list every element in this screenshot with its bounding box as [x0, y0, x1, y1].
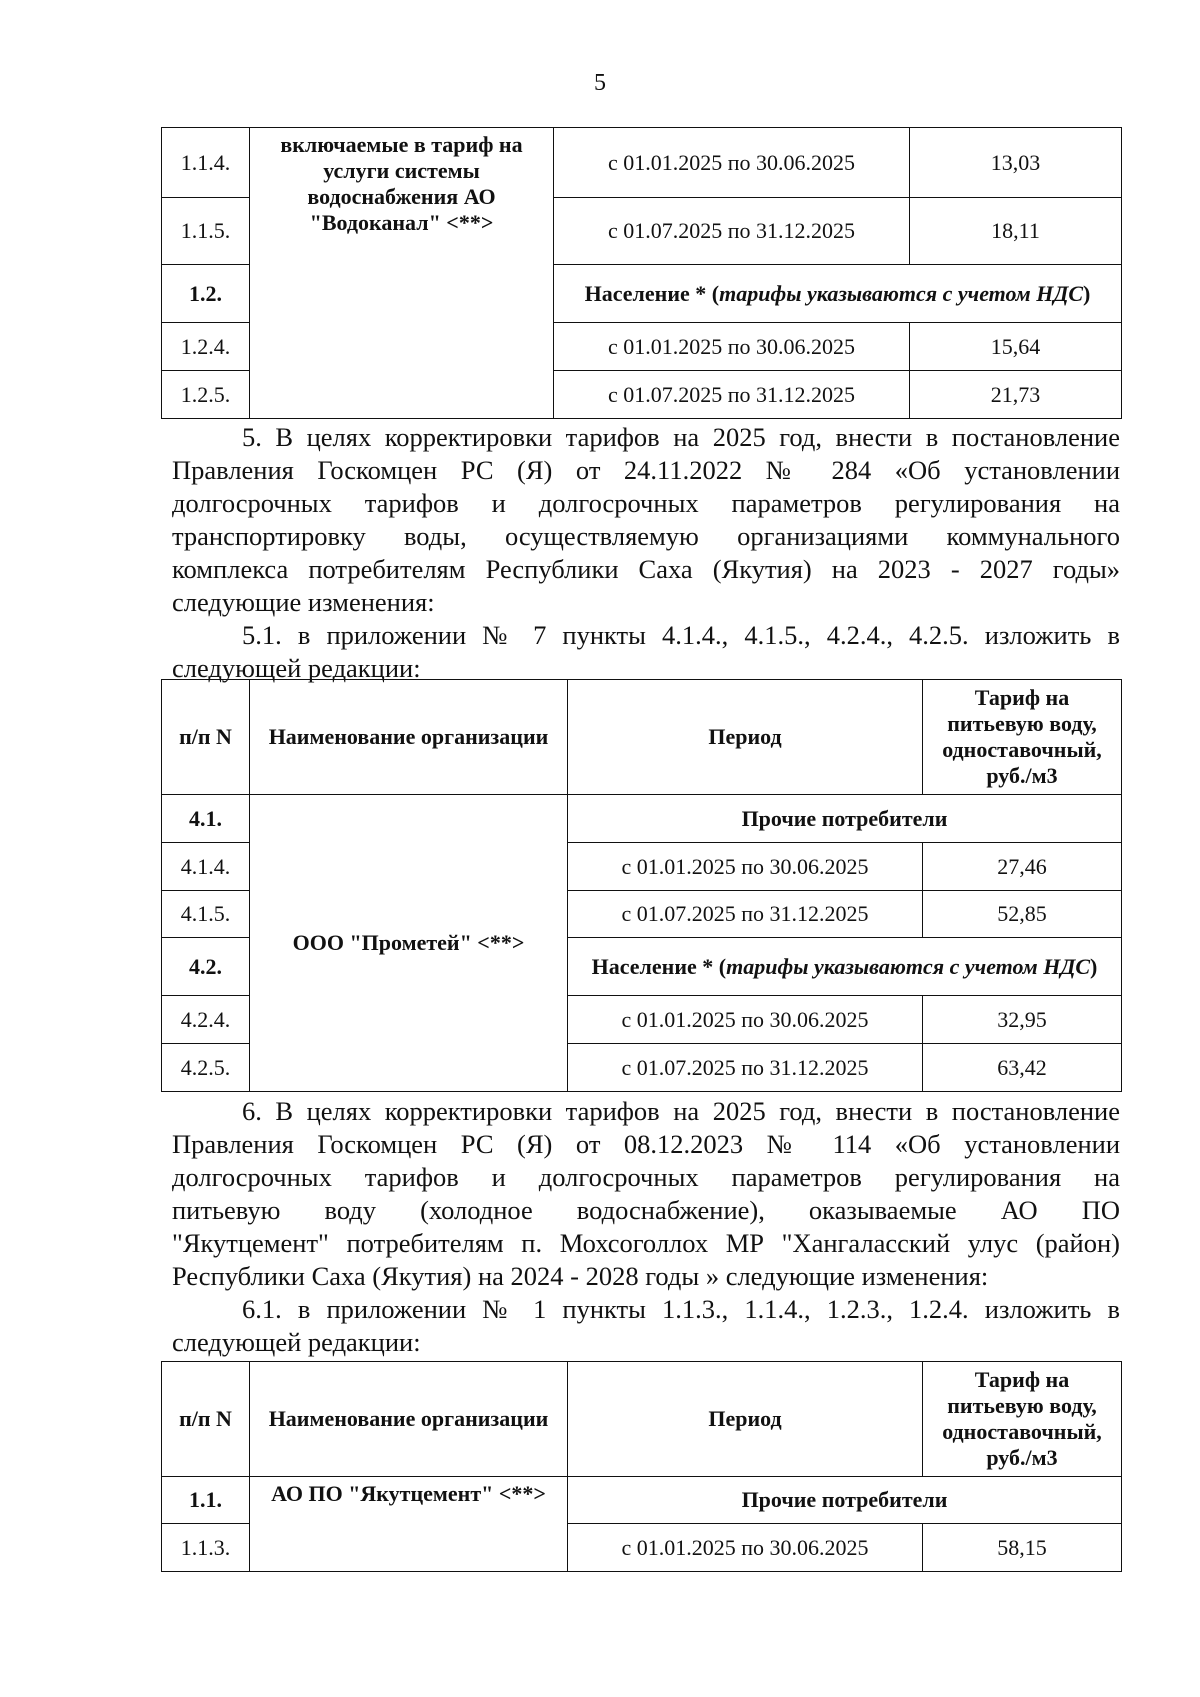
- paragraph-line: следующие изменения:: [172, 587, 435, 617]
- period-cell: с 01.01.2025 по 30.06.2025: [568, 1524, 923, 1572]
- paragraph-line: долгосрочных тарифов и долгосрочных параметров регулирования на: [172, 1162, 1120, 1192]
- organization-name: ООО "Прометей" <**>: [250, 795, 568, 1092]
- section-label: Население * (тарифы указываются с учетом НДС): [568, 938, 1122, 996]
- paragraph-5: [172, 421, 1120, 685]
- header-period: Период: [568, 1362, 923, 1477]
- header-organization: Наименование организации: [250, 680, 568, 795]
- section-number: 4.1.: [162, 795, 250, 843]
- period-cell: с 01.07.2025 по 31.12.2025: [554, 371, 910, 419]
- section-number: 4.2.: [162, 938, 250, 996]
- paragraph-line: Правления Госкомцен РС (Я) от 08.12.2023 № 114 «Об установлении: [172, 1129, 1120, 1159]
- tariff-value: 21,73: [910, 371, 1122, 419]
- row-number: 1.1.4.: [162, 128, 250, 198]
- header-tariff: Тариф на питьевую воду, одноставочный, руб./м3: [923, 680, 1122, 795]
- section-label: Прочие потребители: [568, 795, 1122, 843]
- tariff-table-yakutcement: [161, 1361, 1122, 1572]
- paragraph-line: 6.1. в приложении № 1 пункты 1.1.3., 1.1.4., 1.2.3., 1.2.4. изложить в: [242, 1294, 1120, 1324]
- section-number: 1.2.: [162, 265, 250, 323]
- row-number: 4.2.5.: [162, 1044, 250, 1092]
- row-number: 1.2.5.: [162, 371, 250, 419]
- header-tariff: Тариф на питьевую воду, одноставочный, руб./м3: [923, 1362, 1122, 1477]
- paragraph-line: комплекса потребителям Республики Саха (Якутия) на 2023 - 2027 годы»: [172, 554, 1120, 584]
- row-number: 1.1.3.: [162, 1524, 250, 1572]
- header-number: п/п N: [162, 1362, 250, 1477]
- tariff-table-prometey: [161, 679, 1122, 1092]
- period-cell: с 01.01.2025 по 30.06.2025: [554, 323, 910, 371]
- tariff-value: 58,15: [923, 1524, 1122, 1572]
- paragraph-line: "Якутцемент" потребителям п. Мохсоголлох МР "Хангаласский улус (район): [172, 1228, 1120, 1258]
- section-number: 1.1.: [162, 1477, 250, 1524]
- row-number: 1.1.5.: [162, 198, 250, 265]
- paragraph-line: долгосрочных тарифов и долгосрочных параметров регулирования на: [172, 488, 1120, 518]
- period-cell: с 01.07.2025 по 31.12.2025: [568, 1044, 923, 1092]
- row-number: 4.1.4.: [162, 843, 250, 891]
- row-number: 1.2.4.: [162, 323, 250, 371]
- paragraph-6: [172, 1095, 1120, 1359]
- paragraph-line: следующей редакции:: [172, 1327, 421, 1357]
- paragraph-line: 5. В целях корректировки тарифов на 2025 год, внести в постановление: [242, 422, 1120, 452]
- tariff-table-vodokanal: [161, 127, 1122, 419]
- paragraph-line: 6. В целях корректировки тарифов на 2025 год, внести в постановление: [242, 1096, 1120, 1126]
- period-cell: с 01.01.2025 по 30.06.2025: [554, 128, 910, 198]
- section-label: Прочие потребители: [568, 1477, 1122, 1524]
- period-cell: с 01.07.2025 по 31.12.2025: [554, 198, 910, 265]
- tariff-value: 63,42: [923, 1044, 1122, 1092]
- period-cell: с 01.07.2025 по 31.12.2025: [568, 891, 923, 938]
- organization-name: АО ПО "Якутцемент" <**>: [250, 1477, 568, 1572]
- tariff-value: 18,11: [910, 198, 1122, 265]
- paragraph-line: 5.1. в приложении № 7 пункты 4.1.4., 4.1.5., 4.2.4., 4.2.5. изложить в: [242, 620, 1120, 650]
- tariff-value: 27,46: [923, 843, 1122, 891]
- row-number: 4.2.4.: [162, 996, 250, 1044]
- paragraph-line: Республики Саха (Якутия) на 2024 - 2028 годы » следующие изменения:: [172, 1261, 989, 1291]
- header-period: Период: [568, 680, 923, 795]
- period-cell: с 01.01.2025 по 30.06.2025: [568, 996, 923, 1044]
- paragraph-line: Правления Госкомцен РС (Я) от 24.11.2022 № 284 «Об установлении: [172, 455, 1120, 485]
- tariff-value: 52,85: [923, 891, 1122, 938]
- tariff-value: 32,95: [923, 996, 1122, 1044]
- header-number: п/п N: [162, 680, 250, 795]
- row-number: 4.1.5.: [162, 891, 250, 938]
- paragraph-line: следующей редакции:: [172, 653, 421, 683]
- organization-name: включаемые в тариф на услуги системы водоснабжения АО "Водоканал" <**>: [250, 128, 554, 419]
- page-number: 5: [594, 70, 606, 96]
- paragraph-line: питьевую воду (холодное водоснабжение), оказываемые АО ПО: [172, 1195, 1120, 1225]
- section-label: Население * (тарифы указываются с учетом НДС): [554, 265, 1122, 323]
- paragraph-line: транспортировку воды, осуществляемую организациями коммунального: [172, 521, 1120, 551]
- tariff-value: 15,64: [910, 323, 1122, 371]
- period-cell: с 01.01.2025 по 30.06.2025: [568, 843, 923, 891]
- header-organization: Наименование организации: [250, 1362, 568, 1477]
- tariff-value: 13,03: [910, 128, 1122, 198]
